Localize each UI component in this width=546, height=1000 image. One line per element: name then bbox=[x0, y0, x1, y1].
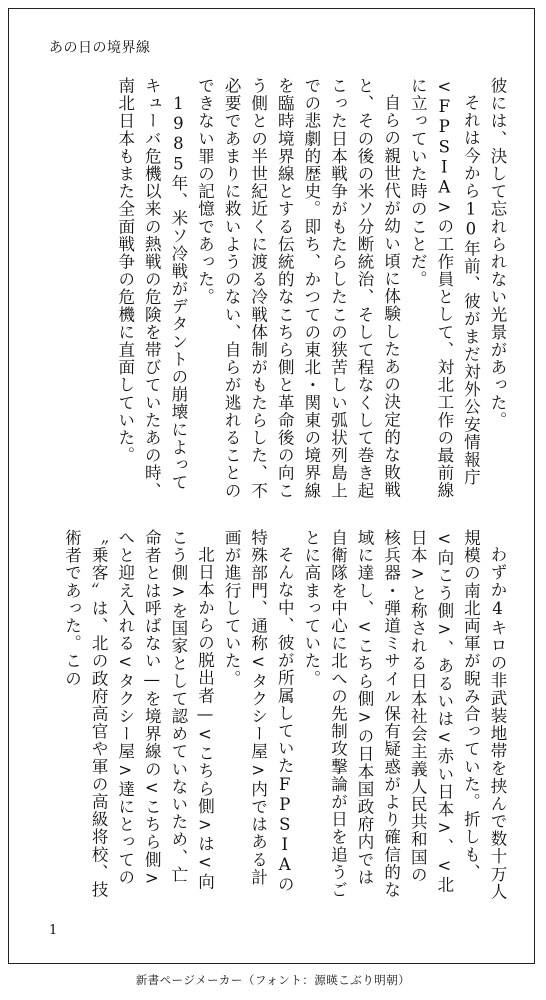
book-page bbox=[8, 8, 535, 964]
paragraph: そんな中、彼が所属していたFPSIAの特殊部門、通称<タクシー屋>内ではある計画が進行していた。 bbox=[222, 529, 295, 893]
paragraph: 北日本からの脱出者—<こちら側>は<向こう側>を国家として認めていないため、亡命者とは呼ばない—を境界線の<こちら側>へと迎え入れる<タクシー屋>達にとっての〝乗客〟は、北の政府高官や軍の高級将校、技術者であった。この bbox=[62, 529, 215, 899]
text-block-bottom bbox=[50, 529, 510, 901]
paragraph: わずか4キロの非武装地帯を挟んで数十万人規模の南北両軍が睨み合っていた。折しも、<向こう側>、あるいは<赤い日本>、<北日本>と称される日本社会主義人民共和国の核兵器・弾道ミサイル保有疑惑がより確信的な域に達し、<こちら側>の日本国政府内では自衛隊を中心に北への先制攻撃論が日を追うごとに高まっていた。 bbox=[301, 529, 507, 900]
page-number: 1 bbox=[49, 923, 58, 938]
text-block-top bbox=[50, 77, 510, 502]
paragraph: 1985年、米ソ冷戦がデタントの崩壊によってキューバ危機以来の熱戦の危険を帯びていたあの時、南北日本もまた全面戦争の危機に直面していた。 bbox=[115, 77, 188, 500]
footer-credit: 新書ページメーカー（フォント：源暎こぶり明朝） bbox=[135, 973, 411, 987]
running-header-title: あの日の境界線 bbox=[49, 40, 151, 56]
paragraph: 彼には、決して忘れられない光景があった。 bbox=[488, 77, 507, 429]
paragraph: それは今から10年前、彼がまだ対外公安情報庁<FPSIA>の工作員として、対北工作の最前線に立っていた時のことだ。 bbox=[408, 77, 481, 500]
paragraph: 自らの親世代が幼い頃に体験したあの決定的な敗戦と、その後の米ソ分断統治、そして程なくして巻き起こった日本戦争がもたらしたこの狭苦しい弧状列島上での悲劇的歴史。即ち、かつての東北・関東の境界線を臨時境界線とする伝統的なこちら側と革命後の向こう側との半世紀近くに渡る冷戦体制がもたらした、不必要であまりに救いようのない、自らが逃れることのできない罪の記憶であった。 bbox=[195, 77, 401, 500]
